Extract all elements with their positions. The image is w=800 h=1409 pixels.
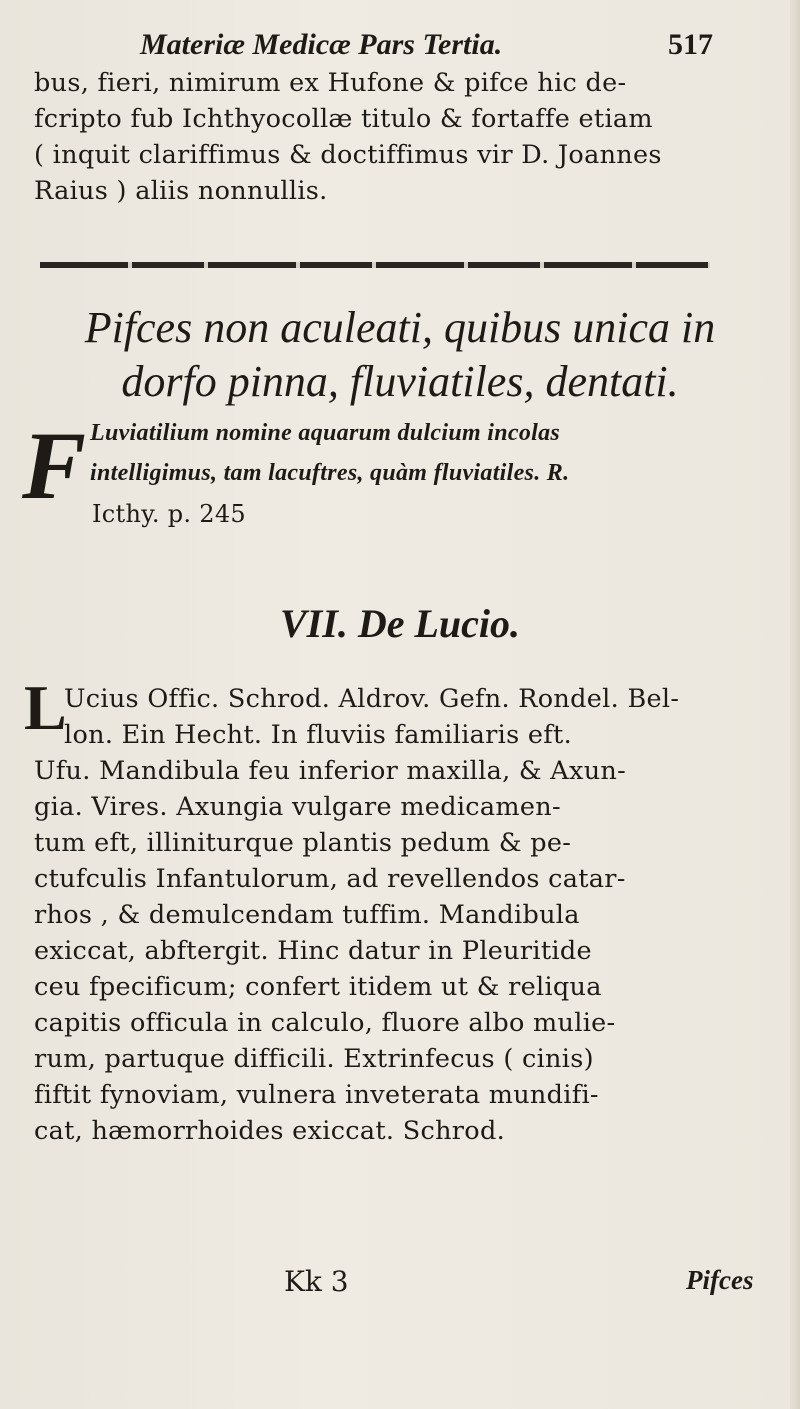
page-footer — [0, 1265, 800, 1305]
text-line: Icthy. p. 245 — [92, 500, 246, 528]
text-line: Luviatilium nomine aquarum dulcium incolas — [90, 420, 561, 446]
text-line: rum, partuque difficili. Extrinfecus ( cinis) — [34, 1044, 594, 1074]
drop-cap-l: L — [24, 672, 67, 743]
page-number: 517 — [668, 28, 713, 61]
text-line: rhos , & demulcendam tuffim. Mandibula — [34, 900, 580, 930]
chapter-heading: VII. De Lucio. — [280, 601, 520, 646]
text-line: cat, hæmorrhoides exiccat. Schrod. — [34, 1116, 505, 1146]
text-line: bus, fieri, nimirum ex Hufone & pifce hic de- — [34, 68, 627, 98]
section-title-line-2: dorfo pinna, fluviatiles, dentati. — [121, 357, 679, 406]
text-line: gia. Vires. Axungia vulgare medicamen- — [34, 792, 561, 822]
text-line: ctufculis Infantulorum, ad revellendos catar- — [34, 864, 626, 894]
text-line: intelligimus, tam lacuftres, quàm fluviatiles. R. — [90, 460, 570, 486]
text-line: lon. Ein Hecht. In fluviis familiaris eft. — [64, 720, 572, 750]
text-line: ceu fpecificum; confert itidem ut & reliqua — [34, 972, 602, 1002]
text-line: Ucius Offic. Schrod. Aldrov. Gefn. Rondel. Bel- — [64, 684, 680, 714]
running-head-title: Materiæ Medicæ Pars Tertia. — [140, 28, 503, 61]
drop-cap-f: F — [22, 412, 87, 519]
signature-mark: Kk 3 — [284, 1265, 349, 1298]
text-line: tum eft, illiniturque plantis pedum & pe- — [34, 828, 572, 858]
ornamental-rule — [40, 262, 710, 268]
text-line: capitis officula in calculo, fluore albo mulie- — [34, 1008, 616, 1038]
text-line: Raius ) aliis nonnullis. — [34, 176, 328, 206]
text-line: fcripto fub Ichthyocollæ titulo & fortaffe etiam — [34, 104, 653, 134]
catchword: Pifces — [686, 1265, 754, 1295]
page-edge — [790, 0, 800, 1409]
section-title-line-1: Pifces non aculeati, quibus unica in — [84, 303, 716, 352]
text-line: Ufu. Mandibula feu inferior maxilla, & Axun- — [34, 756, 627, 786]
text-line: fiftit fynoviam, vulnera inveterata mundifi- — [34, 1080, 599, 1110]
running-head — [0, 28, 800, 64]
text-line: exiccat, abftergit. Hinc datur in Pleuritide — [34, 936, 592, 966]
text-line: ( inquit clariffimus & doctiffimus vir D. Joannes — [34, 140, 662, 170]
